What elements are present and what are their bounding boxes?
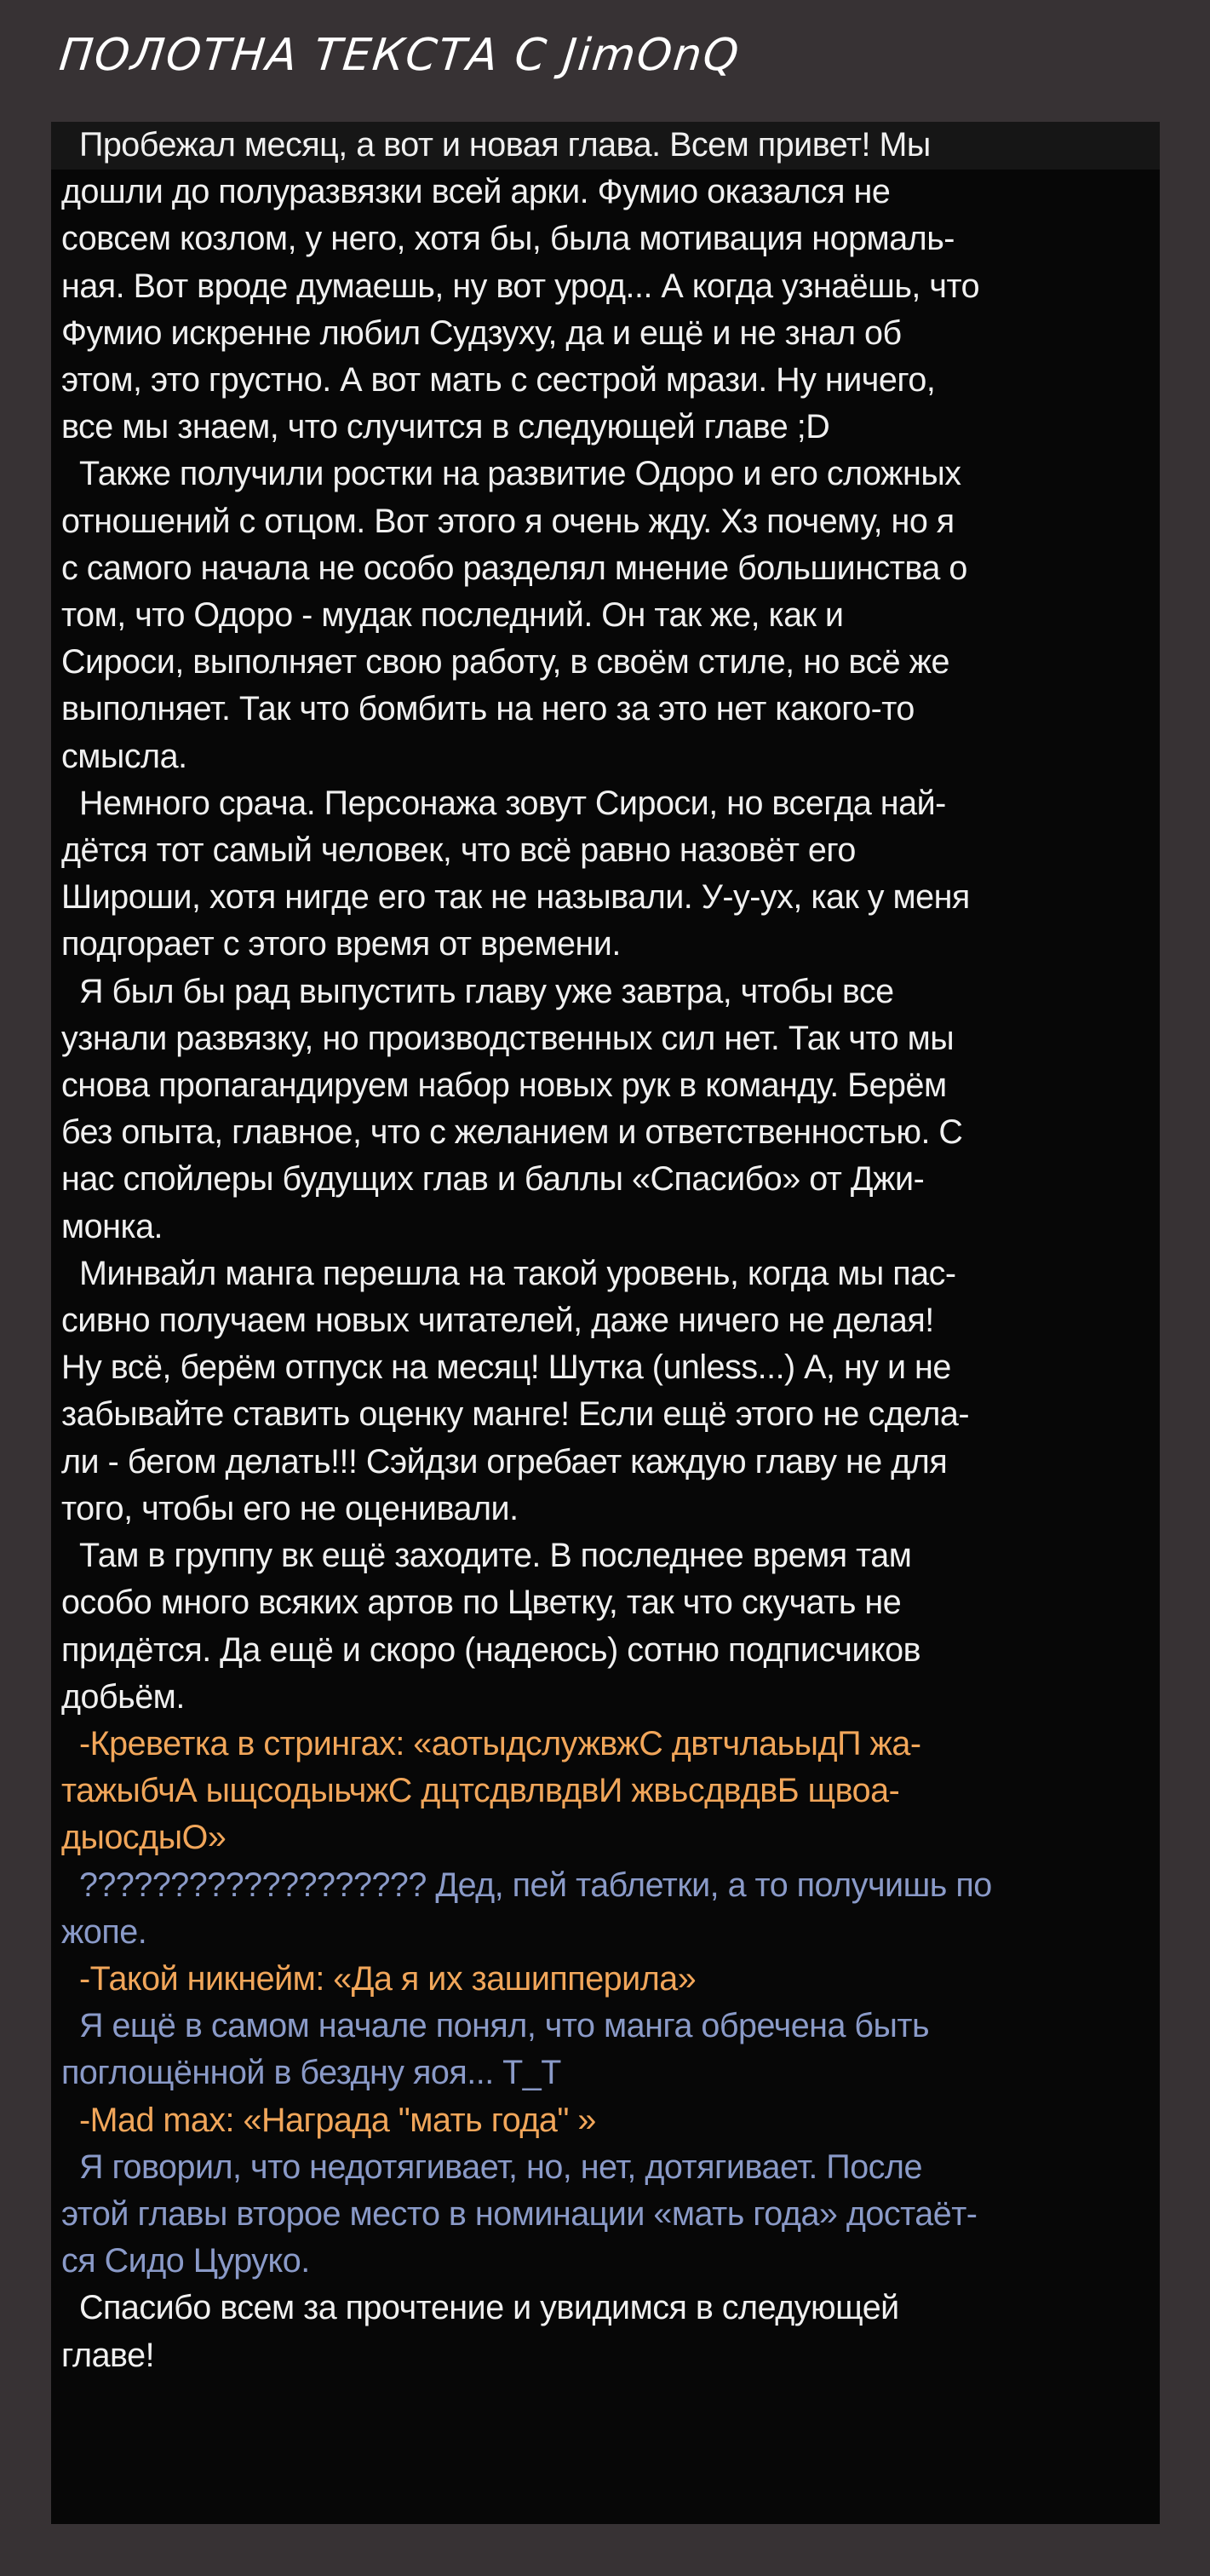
paragraph-intro: Пробежал месяц, а вот и новая глава. Всем привет! Мы дошли до полуразвязки всей арки. Фумио оказался не совсем козлом, у него, хотя бы, была мотивация нормаль- ная. Вот вроде думаешь, ну вот урод... А когда узнаёшь, что Фумио искренне любил Судзуху, да и ещё и не знал об этом, это грустно. А вот мать с сестрой мрази. Ну ничего, все мы знаем, что случится в следующей главе ;D [61, 126, 980, 446]
reply-shrimp: ??????????????????? Дед, пей таблетки, а то получишь по жопе. [61, 1866, 992, 1951]
paragraph-odoro: Также получили ростки на развитие Одоро и его сложных отношений с отцом. Вот этого я очень жду. Хз почему, но я с самого начала не особо разделял мнение большинства о том, что Одоро - мудак последний. Он так же, как и Сироси, выполняет свою работу, в своём стиле, но всё же выполняет. Так что бомбить на него за это нет какого-то смысла. [61, 455, 967, 775]
comment-quote-shrimp: -Креветка в стрингах: «аотыдслужвжС двтчлаьыдП жа- тажыбчА ыщсодыьчжС дцтсдвлвдвИ жвьсдвдвБ щвоа- дыосдыО» [61, 1724, 921, 1857]
text-panel [51, 122, 1160, 2524]
paragraph-naming: Немного срача. Персонажа зовут Сироси, но всегда най- дётся тот самый человек, что всё равно назовёт его Широши, хотя нигде его так не называли. У-у-ух, как у меня подгорает с этого время от времени. [61, 784, 970, 963]
comment-quote-nickname: -Такой никнейм: «Да я их зашипперила» [61, 1959, 697, 1998]
page-header [56, 26, 743, 85]
paragraph-vk-group: Там в группу вк ещё заходите. В последнее время там особо много всяких артов по Цветку, так что скучать не придётся. Да ещё и скоро (надеюсь) сотню подписчиков добьём. [61, 1537, 921, 1716]
paragraph-thanks: Спасибо всем за прочтение и увидимся в следующей главе! [61, 2289, 899, 2374]
paragraph-recruitment: Я был бы рад выпустить главу уже завтра, чтобы все узнали развязку, но производственных сил нет. Так что мы снова пропагандируем набор новых рук в команду. Берём без опыта, главное, что с желанием и ответственностью. С нас спойлеры будущих глав и баллы «Спасибо» от Джи- монка. [61, 972, 963, 1245]
reply-mad-max: Я говорил, что недотягивает, но, нет, дотягивает. После этой главы второе место в номинации «мать года» достаёт- ся Сидо Цуруко. [61, 2148, 978, 2280]
paragraph-rating: Минвайл манга перешла на такой уровень, когда мы пас- сивно получаем новых читателей, даже ничего не делая! Ну всё, берём отпуск на месяц! Шутка (unless...) А, ну и не забывайте ставить оценку манге! Если ещё этого не сдела- ли - бегом делать!!! Сэйдзи огребает каждую главу не для того, чтобы его не оценивали. [61, 1254, 970, 1527]
body-text [61, 122, 1150, 2379]
page-title: ПОЛОТНА ТЕКСТА С JimOnQ [56, 30, 743, 81]
comment-quote-mad-max: -Mad max: «Награда "мать года" » [61, 2101, 596, 2139]
reply-nickname: Я ещё в самом начале понял, что манга обречена быть поглощённой в бездну яоя... T_T [61, 2007, 930, 2092]
